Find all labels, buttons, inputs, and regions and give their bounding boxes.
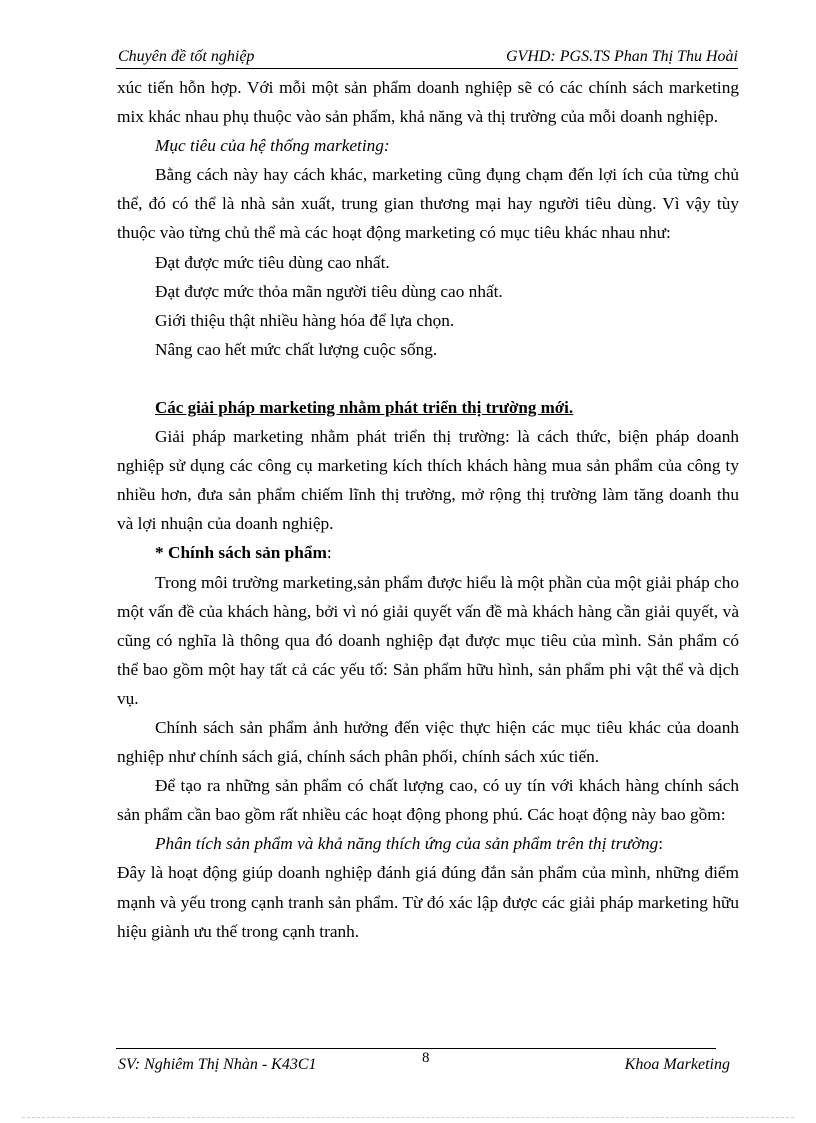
- analysis-colon: :: [658, 834, 664, 854]
- list-item: Đạt được mức tiêu dùng cao nhất.: [155, 252, 390, 272]
- header-title: Chuyên đề tốt nghiệp: [118, 48, 255, 65]
- subheading-objectives: Mục tiêu của hệ thống marketing:: [155, 136, 390, 156]
- footer-divider: [116, 1048, 716, 1049]
- analysis-paragraph: [117, 829, 739, 858]
- page-body: [117, 73, 739, 946]
- analysis-heading: Phân tích sản phẩm và khả năng thích ứng của sản phẩm trên thị trường: [155, 834, 659, 854]
- paragraph: Để tạo ra những sản phẩm có chất lượng cao, có uy tín với khách hàng chính sách sản phẩm cần bao gồm rất nhiều các hoạt động phong phú. Các hoạt động này bao gồm:: [117, 776, 739, 825]
- list-item: Giới thiệu thật nhiều hàng hóa để lựa chọn.: [155, 310, 455, 330]
- subheading-product-policy: [117, 538, 739, 567]
- paragraph: Bằng cách này hay cách khác, marketing cũng đụng chạm đến lợi ích của từng chủ thể, đó có thể là nhà sản xuất, trung gian thương mại hay người tiêu dùng. Vì vậy tùy thuộc vào từng chủ thể mà các hoạt động marketing có mục tiêu khác nhau như:: [117, 165, 739, 243]
- page-edge-divider: [22, 1117, 794, 1118]
- paragraph: Giải pháp marketing nhằm phát triển thị trường: là cách thức, biện pháp doanh nghiệp sử dụng các công cụ marketing kích thích khách hàng mua sản phẩm của công ty nhiều hơn, đưa sản phẩm chiếm lĩnh thị trường, mở rộng thị trường làm tăng doanh thu và lợi nhuận của doanh nghiệp.: [117, 427, 739, 534]
- paragraph: Trong môi trường marketing,sản phẩm được hiểu là một phần của một giải pháp cho một vấn đề của khách hàng, bởi vì nó giải quyết vấn đề mà khách hàng cần giải quyết, và cũng có nghĩa là thông qua đó doanh nghiệp đạt được mục tiêu của mình. Sản phẩm có thể bao gồm một hay tất cả các yếu tố: Sản phẩm hữu hình, sản phẩm phi vật thể và dịch vụ.: [117, 572, 739, 708]
- page-footer: [116, 1050, 730, 1076]
- paragraph: Đây là hoạt động giúp doanh nghiệp đánh giá đúng đắn sản phẩm của mình, những điểm mạnh và yếu trong cạnh tranh sản phẩm. Từ đó xác lập được các giải pháp marketing hữu hiệu giành ưu thế trong cạnh tranh.: [117, 863, 739, 941]
- list-item: Đạt được mức thỏa mãn người tiêu dùng cao nhất.: [155, 281, 503, 301]
- section-heading: Các giải pháp marketing nhằm phát triển thị trường mới.: [155, 397, 574, 417]
- page-header: [116, 46, 738, 69]
- list-item: Nâng cao hết mức chất lượng cuộc sống.: [155, 339, 438, 359]
- footer-faculty: Khoa Marketing: [624, 1056, 730, 1073]
- footer-student: SV: Nghiêm Thị Nhàn - K43C1: [118, 1056, 317, 1073]
- header-supervisor: GVHD: PGS.TS Phan Thị Thu Hoài: [505, 48, 738, 65]
- product-policy-colon: :: [326, 543, 332, 563]
- paragraph: xúc tiến hỗn hợp. Với mỗi một sản phẩm doanh nghiệp sẽ có các chính sách marketing mix khác nhau phụ thuộc vào sản phẩm, khả năng và thị trường của mỗi doanh nghiệp.: [117, 78, 739, 127]
- paragraph: Chính sách sản phẩm ảnh hưởng đến việc thực hiện các mục tiêu khác của doanh nghiệp như chính sách giá, chính sách phân phối, chính sách xúc tiến.: [117, 717, 739, 767]
- spacer: [117, 364, 739, 393]
- product-policy-label: * Chính sách sản phẩm: [155, 543, 327, 563]
- page-number: 8: [422, 1050, 430, 1066]
